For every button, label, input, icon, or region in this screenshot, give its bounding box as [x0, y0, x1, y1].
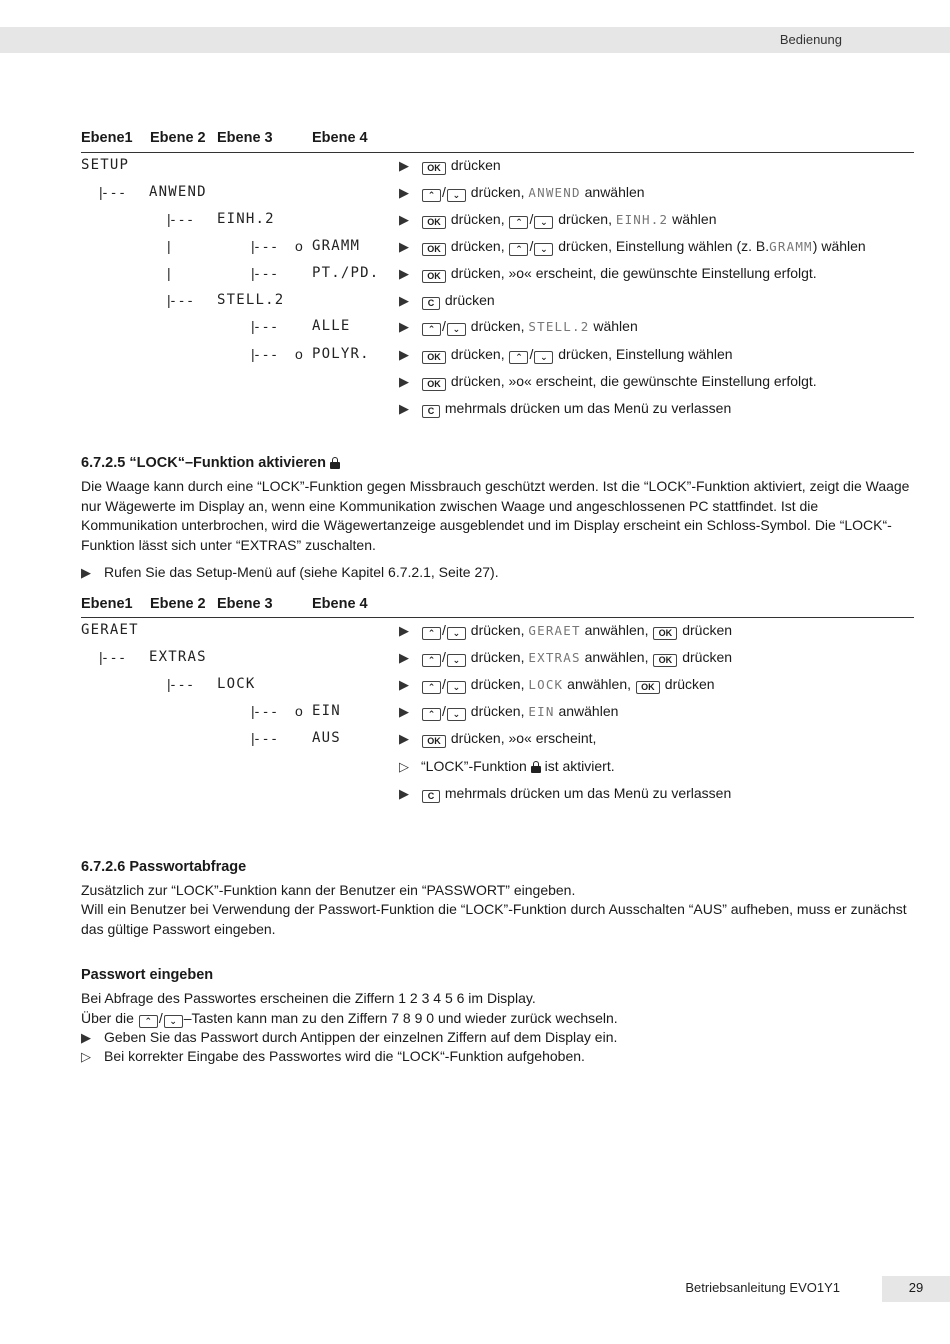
step-text: drücken,: [450, 211, 505, 227]
arrow-icon: ▶: [399, 319, 409, 334]
step-text: anwählen: [558, 703, 619, 719]
lcd-text: ANWEND: [528, 185, 581, 200]
menu-extras: EXTRAS: [149, 649, 207, 665]
step-text: anwählen,: [584, 622, 649, 638]
up-key-icon: ⌃: [509, 216, 528, 229]
option-marker: o: [295, 703, 303, 719]
menu-polyr: POLYR.: [312, 346, 370, 362]
page-number: 29: [882, 1276, 950, 1302]
menu-einh2: EINH.2: [217, 211, 275, 227]
lcd-text: EINH.2: [615, 212, 669, 227]
line-text: Über die: [81, 1010, 134, 1026]
step-row: [399, 758, 615, 778]
password-line-2: [81, 1010, 618, 1028]
tree-branch: |- - -: [251, 265, 277, 281]
password-line-1: Bei Abfrage des Passwortes erscheinen die Ziffern 1 2 3 4 5 6 im Display.: [81, 990, 536, 1006]
slash: /: [529, 346, 534, 362]
ok-key-icon: OK: [653, 627, 677, 640]
step-text: anwählen,: [584, 649, 649, 665]
slash: /: [442, 703, 446, 719]
step-text: wählen: [593, 318, 638, 334]
ok-key-icon: OK: [422, 243, 446, 256]
tree-branch: |- - -: [251, 238, 277, 254]
arrow-icon: ▶: [399, 266, 409, 281]
step-text: drücken, Einstellung wählen: [558, 346, 733, 362]
slash: /: [442, 318, 446, 334]
up-key-icon: ⌃: [509, 351, 528, 364]
up-key-icon: ⌃: [422, 627, 441, 640]
section-heading-lock: [81, 455, 340, 471]
step-row: [399, 703, 618, 723]
step-text: mehrmals drücken um das Menü zu verlassen: [444, 400, 732, 416]
level-4-header: Ebene 4: [312, 596, 368, 612]
table-rule: [81, 617, 914, 618]
down-key-icon: ⌄: [534, 243, 553, 256]
step-text: drücken,: [470, 649, 525, 665]
ok-key-icon: OK: [422, 270, 446, 283]
option-marker: o: [295, 238, 303, 254]
arrow-icon: ▶: [399, 401, 409, 416]
table-rule: [81, 152, 914, 153]
menu-lock: LOCK: [217, 676, 256, 692]
up-key-icon: ⌃: [422, 323, 441, 336]
up-key-icon: ⌃: [422, 681, 441, 694]
lcd-text: EXTRAS: [528, 650, 581, 665]
footer-document-title: Betriebsanleitung EVO1Y1: [685, 1280, 840, 1295]
lock-icon: [531, 761, 541, 772]
level-1-header: Ebene1: [81, 596, 133, 612]
step-text: drücken: [682, 622, 733, 638]
arrow-icon: ▶: [399, 704, 409, 719]
down-key-icon: ⌄: [534, 216, 553, 229]
step-row: [399, 622, 732, 642]
step-row: [399, 676, 715, 696]
lcd-text: LOCK: [528, 677, 564, 692]
step-text: drücken, »o« erscheint, die gewünschte Einstellung erfolgt.: [450, 265, 817, 281]
lcd-text: EIN: [528, 704, 555, 719]
arrow-icon: ▶: [399, 677, 409, 692]
line-text: Geben Sie das Passwort durch Antippen der einzelnen Ziffern auf dem Display ein.: [104, 1029, 618, 1045]
section-body: Die Waage kann durch eine “LOCK”-Funktion gegen Missbrauch geschützt werden. Ist die “LOCK”-Funktion aktiviert, zeigt die Waage nur Wägewerte im Display an, wenn eine Kommunikation zwischen Waage und angeschlossenen PC stattfindet. Ist die Kommunikation unterbrochen, wird die Wägewertanzeige ausgeblendet und im Display erscheint ein Schloss-Symbol. Die “LOCK“-Funktion lässt sich unter “EXTRAS” zuschalten.: [81, 478, 910, 553]
c-key-icon: C: [422, 297, 440, 310]
arrow-icon: ▶: [399, 731, 409, 746]
step-text: drücken, »o« erscheint, die gewünschte Einstellung erfolgt.: [450, 373, 817, 389]
step-row: [399, 400, 731, 420]
password-line-4: [81, 1048, 585, 1065]
section-heading-password: 6.7.2.6 Passwortabfrage: [81, 859, 247, 875]
tree-vbar: |: [167, 238, 171, 254]
down-key-icon: ⌄: [447, 654, 466, 667]
slash: /: [529, 211, 534, 227]
step-text: drücken: [444, 292, 495, 308]
menu-alle: ALLE: [312, 318, 351, 334]
step-text: drücken: [450, 157, 501, 173]
step-row: [399, 157, 501, 177]
password-para-1: Zusätzlich zur “LOCK”-Funktion kann der Benutzer ein “PASSWORT” eingeben.: [81, 882, 576, 898]
down-key-icon: ⌄: [447, 708, 466, 721]
step-text: drücken: [682, 649, 733, 665]
tree-branch: |- - -: [251, 318, 277, 334]
tree-branch: |- - -: [251, 730, 277, 746]
line-text: Bei korrekter Eingabe des Passwortes wird die “LOCK“-Funktion aufgehoben.: [104, 1048, 585, 1064]
c-key-icon: C: [422, 405, 440, 418]
arrow-icon: ▶: [399, 347, 409, 362]
instruction-line: [81, 564, 499, 581]
down-key-icon: ⌄: [447, 681, 466, 694]
down-key-icon: ⌄: [447, 627, 466, 640]
level-2-header: Ebene 2: [150, 130, 206, 146]
step-text: drücken: [664, 676, 715, 692]
arrow-icon: ▶: [399, 650, 409, 665]
instruction-text: Rufen Sie das Setup-Menü auf (siehe Kapitel 6.7.2.1, Seite 27).: [104, 564, 499, 580]
option-marker: o: [295, 346, 303, 362]
arrow-icon: ▶: [399, 158, 409, 173]
step-text: “LOCK”-Funktion: [421, 758, 527, 774]
tree-branch: |- - -: [167, 676, 193, 692]
level-4-header: Ebene 4: [312, 130, 368, 146]
menu-ptpd: PT./PD.: [312, 265, 380, 281]
menu-gramm: GRAMM: [312, 238, 361, 254]
step-row: [399, 373, 817, 393]
ok-key-icon: OK: [422, 162, 446, 175]
step-text: drücken,: [450, 238, 505, 254]
step-text: anwählen: [584, 184, 645, 200]
step-row: [399, 730, 596, 750]
lcd-text: GRAMM: [769, 239, 813, 254]
level-2-header: Ebene 2: [150, 596, 206, 612]
arrow-icon: ▶: [399, 212, 409, 227]
lcd-text: GERAET: [528, 623, 581, 638]
tree-branch: |- - -: [99, 184, 125, 200]
arrow-icon: ▶: [81, 565, 91, 580]
menu-ein: EIN: [312, 703, 341, 719]
step-text: mehrmals drücken um das Menü zu verlassen: [444, 785, 732, 801]
lcd-text: STELL.2: [528, 319, 590, 334]
arrow-icon: ▶: [399, 239, 409, 254]
down-key-icon: ⌄: [164, 1015, 183, 1028]
step-row: [399, 211, 716, 231]
slash: /: [442, 184, 446, 200]
slash: /: [442, 676, 446, 692]
step-row: [399, 649, 732, 669]
result-arrow-icon: ▷: [399, 759, 409, 774]
menu-anwend: ANWEND: [149, 184, 207, 200]
ok-key-icon: OK: [422, 216, 446, 229]
step-row: [399, 318, 638, 338]
step-text: drücken,: [470, 676, 525, 692]
tree-vbar: |: [167, 265, 171, 281]
up-key-icon: ⌃: [509, 243, 528, 256]
step-row: [399, 292, 495, 312]
menu-aus: AUS: [312, 730, 341, 746]
menu-geraet: GERAET: [81, 622, 139, 638]
tree-branch: |- - -: [99, 649, 125, 665]
arrow-icon: ▶: [399, 623, 409, 638]
tree-branch: |- - -: [251, 703, 277, 719]
step-text: drücken,: [558, 211, 612, 227]
step-text: drücken,: [470, 184, 525, 200]
password-para-2: Will ein Benutzer bei Verwendung der Passwort-Funktion die “LOCK”-Funktion durch Ausschalten “AUS” aufheben, muss er zunächst das gültige Passwort eingeben.: [81, 901, 907, 937]
slash: /: [529, 238, 534, 254]
down-key-icon: ⌄: [447, 189, 466, 202]
lock-icon: [330, 457, 340, 468]
section-title: Bedienung: [779, 32, 842, 47]
ok-key-icon: OK: [653, 654, 677, 667]
step-row: [399, 184, 645, 204]
step-text: ) wählen: [812, 238, 866, 254]
menu-setup: SETUP: [81, 157, 130, 173]
up-key-icon: ⌃: [139, 1015, 158, 1028]
ok-key-icon: OK: [422, 378, 446, 391]
step-text: ist aktiviert.: [544, 758, 615, 774]
slash: /: [442, 622, 446, 638]
step-row: [399, 785, 731, 805]
slash: /: [158, 1010, 163, 1026]
arrow-icon: ▶: [399, 185, 409, 200]
arrow-icon: ▶: [81, 1030, 91, 1045]
header-bar: [0, 27, 950, 53]
tree-branch: |- - -: [167, 292, 193, 308]
step-text: anwählen,: [567, 676, 631, 692]
slash: /: [442, 649, 446, 665]
step-text: drücken,: [470, 622, 525, 638]
heading-text: 6.7.2.5 “LOCK“–Funktion aktivieren: [81, 455, 326, 471]
up-key-icon: ⌃: [422, 654, 441, 667]
down-key-icon: ⌄: [447, 323, 466, 336]
ok-key-icon: OK: [422, 735, 446, 748]
step-text: drücken,: [470, 318, 525, 334]
step-text: drücken, »o« erscheint,: [450, 730, 597, 746]
step-row: [399, 238, 866, 258]
ok-key-icon: OK: [422, 351, 446, 364]
level-3-header: Ebene 3: [217, 130, 273, 146]
c-key-icon: C: [422, 790, 440, 803]
up-key-icon: ⌃: [422, 189, 441, 202]
level-1-header: Ebene1: [81, 130, 133, 146]
ok-key-icon: OK: [636, 681, 660, 694]
menu-stell2: STELL.2: [217, 292, 285, 308]
step-row: [399, 265, 817, 285]
step-text: drücken,: [470, 703, 525, 719]
arrow-icon: ▶: [399, 374, 409, 389]
password-line-3: [81, 1029, 617, 1046]
step-text: drücken,: [450, 346, 505, 362]
step-text: drücken, Einstellung wählen (z. B.: [558, 238, 770, 254]
result-arrow-icon: ▷: [81, 1049, 91, 1064]
level-3-header: Ebene 3: [217, 596, 273, 612]
step-text: wählen: [672, 211, 717, 227]
arrow-icon: ▶: [399, 786, 409, 801]
arrow-icon: ▶: [399, 293, 409, 308]
down-key-icon: ⌄: [534, 351, 553, 364]
line-text: –Tasten kann man zu den Ziffern 7 8 9 0 und wieder zurück wechseln.: [183, 1010, 618, 1026]
tree-branch: |- - -: [167, 211, 193, 227]
up-key-icon: ⌃: [422, 708, 441, 721]
subheading-passwort-eingeben: Passwort eingeben: [81, 967, 214, 983]
step-row: [399, 346, 733, 366]
tree-branch: |- - -: [251, 346, 277, 362]
